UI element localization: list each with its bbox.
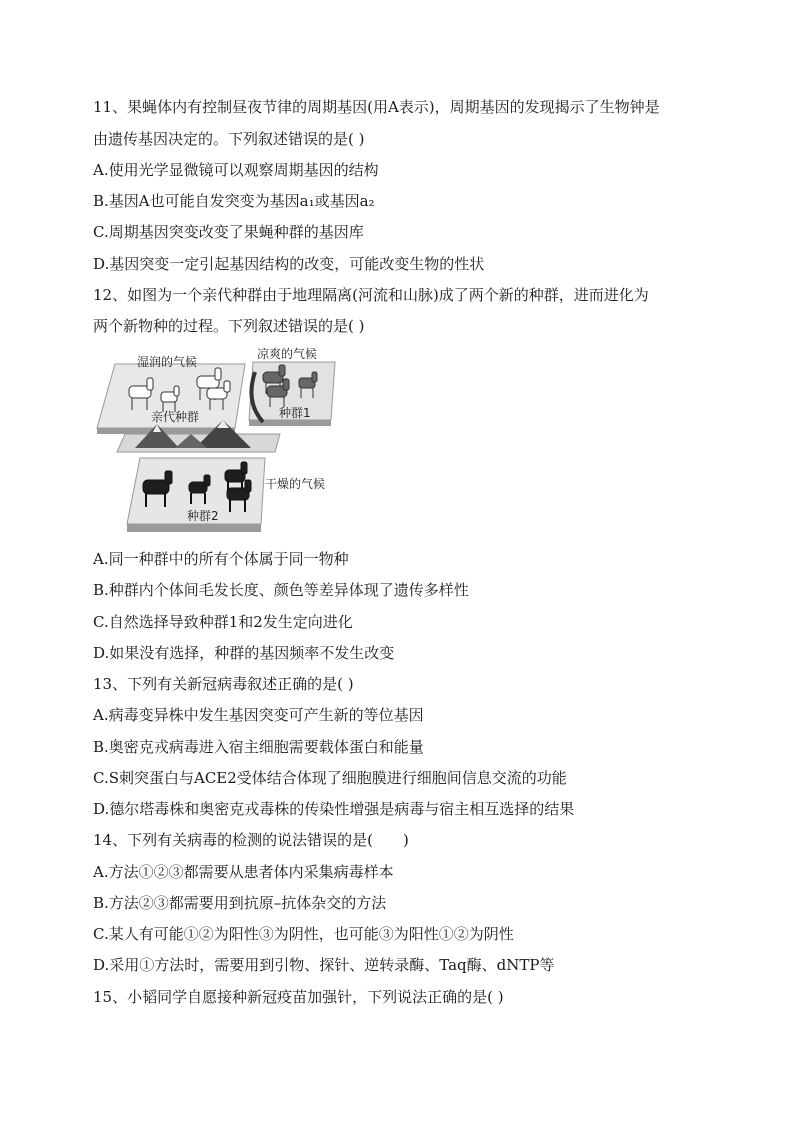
speciation-figure	[95, 342, 345, 540]
label-dry-climate: 干燥的气候	[265, 477, 326, 491]
q12-stem-line1: 12、如图为一个亲代种群由于地理隔离(河流和山脉)成了两个新的种群，进而进化为	[93, 286, 649, 304]
q14-stem-line1: 14、下列有关病毒的检测的说法错误的是( )	[93, 831, 409, 849]
q12-stem-line2: 两个新物种的过程。下列叙述错误的是( )	[93, 317, 365, 335]
q11-stem-line1: 11、果蝇体内有控制昼夜节律的周期基因(用A表示)，周期基因的发现揭示了生物钟是	[93, 98, 660, 116]
q14-option-c: C.某人有可能①②为阳性③为阴性，也可能③为阳性①②为阴性	[93, 925, 514, 943]
q13-stem-line1: 13、下列有关新冠病毒叙述正确的是( )	[93, 675, 354, 693]
q13-option-c: C.S刺突蛋白与ACE2受体结合体现了细胞膜进行细胞间信息交流的功能	[93, 769, 567, 787]
q14-option-a: A.方法①②③都需要从患者体内采集病毒样本	[93, 863, 394, 881]
q12-option-c: C.自然选择导致种群1和2发生定向进化	[93, 613, 353, 631]
label-humid-climate: 湿润的气候	[137, 355, 198, 369]
q12-option-b: B.种群内个体间毛发长度、颜色等差异体现了遗传多样性	[93, 581, 469, 599]
pop2-platform-edge	[127, 524, 261, 532]
q12-option-a: A.同一种群中的所有个体属于同一物种	[93, 550, 349, 568]
label-parent-population: 亲代种群	[151, 410, 200, 424]
q14-option-d: D.采用①方法时，需要用到引物、探针、逆转录酶、Taq酶、dNTP等	[93, 956, 555, 974]
q12-option-d: D.如果没有选择，种群的基因频率不发生改变	[93, 644, 395, 662]
q11-stem-line2: 由遗传基因决定的。下列叙述错误的是( )	[93, 130, 365, 148]
q13-option-d: D.德尔塔毒株和奥密克戎毒株的传染性增强是病毒与宿主相互选择的结果	[93, 800, 575, 818]
label-population-1: 种群1	[279, 406, 311, 420]
q11-option-d: D.基因突变一定引起基因结构的改变，可能改变生物的性状	[93, 255, 485, 273]
q13-option-b: B.奥密克戎病毒进入宿主细胞需要载体蛋白和能量	[93, 738, 424, 756]
q11-option-b: B.基因A也可能自发突变为基因a₁或基因a₂	[93, 192, 375, 210]
q11-option-a: A.使用光学显微镜可以观察周期基因的结构	[93, 161, 379, 179]
q15-stem-line1: 15、小韬同学自愿接种新冠疫苗加强针，下列说法正确的是( )	[93, 988, 504, 1006]
label-population-2: 种群2	[187, 509, 219, 523]
q14-option-b: B.方法②③都需要用到抗原–抗体杂交的方法	[93, 894, 387, 912]
q13-option-a: A.病毒变异株中发生基因突变可产生新的等位基因	[93, 706, 424, 724]
label-cool-climate: 凉爽的气候	[257, 347, 318, 361]
speciation-illustration	[95, 342, 345, 540]
q11-option-c: C.周期基因突变改变了果蝇种群的基因库	[93, 223, 364, 241]
